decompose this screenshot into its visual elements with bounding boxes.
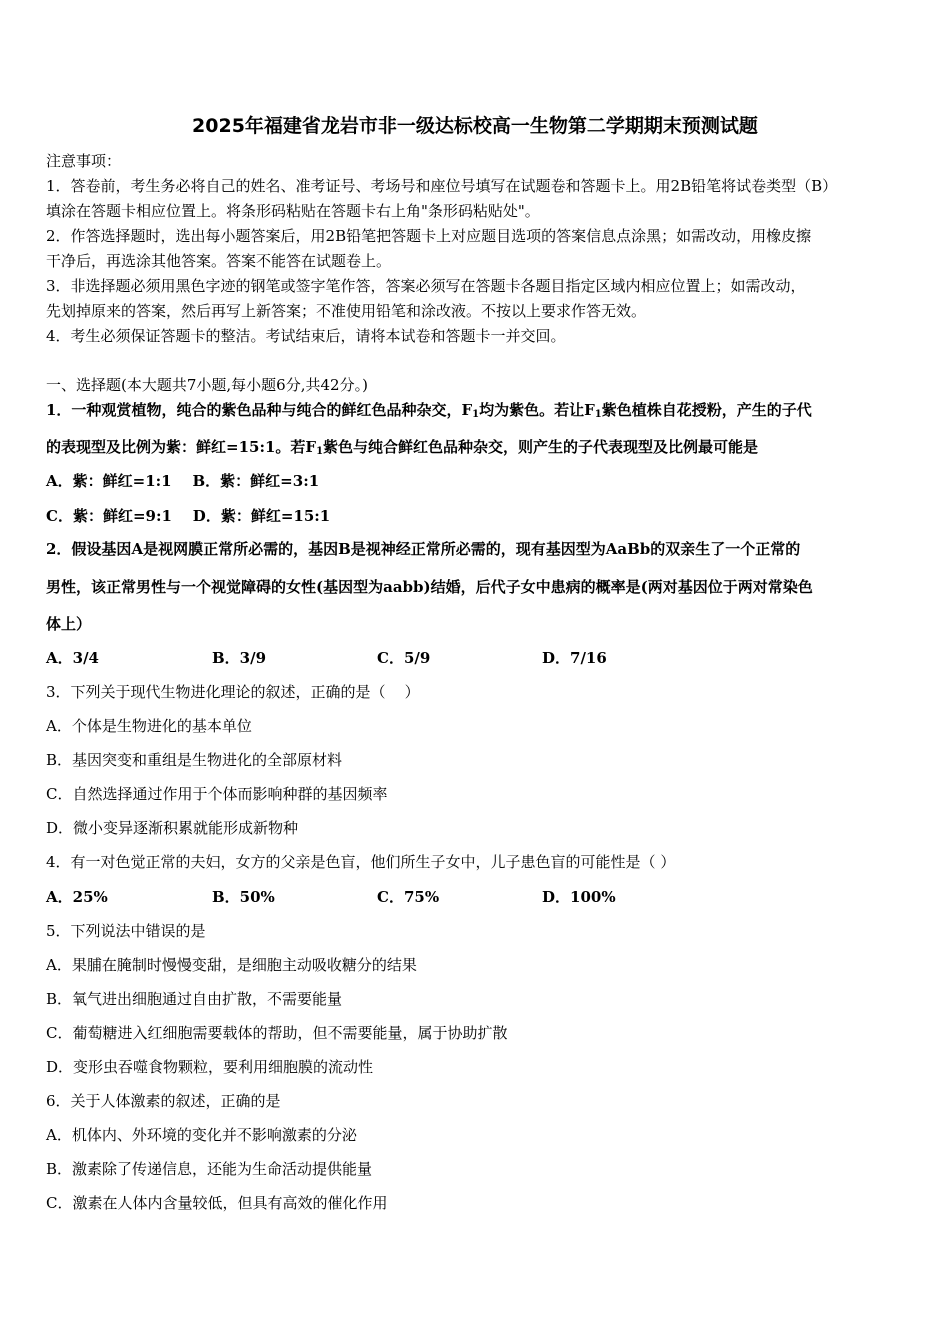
question-2-option-a: A．3/4: [46, 649, 99, 667]
question-6-option-b: B．激素除了传递信息，还能为生命活动提供能量: [46, 1160, 373, 1178]
question-1-stem-cont: [46, 436, 906, 458]
question-5-option-c: C．葡萄糖进入红细胞需要载体的帮助，但不需要能量，属于协助扩散: [46, 1024, 508, 1042]
section-heading: 一、选择题(本大题共7小题,每小题6分,共42分。): [46, 376, 368, 394]
notes-line: 干净后，再选涂其他答案。答案不能答在试题卷上。: [46, 252, 392, 270]
question-5-option-a: A．果脯在腌制时慢慢变甜，是细胞主动吸收糖分的结果: [46, 956, 417, 974]
question-1-options-cd: C．紫：鲜红=9:1 D．紫：鲜红=15:1: [46, 507, 331, 525]
q1-subscript: 1: [472, 409, 480, 420]
question-5-option-d: D．变形虫吞噬食物颗粒，要利用细胞膜的流动性: [46, 1058, 374, 1076]
q1-text: 紫色与纯合鲜红色品种杂交，则产生的子代表现型及比例最可能是: [323, 438, 759, 456]
question-5-option-b: B．氧气进出细胞通过自由扩散，不需要能量: [46, 990, 343, 1008]
notes-line: 4．考生必须保证答题卡的整洁。考试结束后，请将本试卷和答题卡一并交回。: [46, 327, 566, 345]
q1-subscript: 1: [316, 446, 324, 457]
question-3-stem: 3．下列关于现代生物进化理论的叙述，正确的是（ ）: [46, 683, 420, 701]
question-6-option-c: C．激素在人体内含量较低，但具有高效的催化作用: [46, 1194, 388, 1212]
question-3-option-a: A．个体是生物进化的基本单位: [46, 717, 252, 735]
notes-line: 2．作答选择题时，选出每小题答案后，用2B铅笔把答题卡上对应题目选项的答案信息点涂黑；如需改动，用橡皮擦: [46, 227, 812, 245]
notes-line: 1．答卷前，考生务必将自己的姓名、准考证号、考场号和座位号填写在试题卷和答题卡上。用2B铅笔将试卷类型（B）: [46, 177, 838, 195]
exam-title: 2025年福建省龙岩市非一级达标校高一生物第二学期期末预测试题: [192, 115, 758, 137]
question-3-option-c: C．自然选择通过作用于个体而影响种群的基因频率: [46, 785, 388, 803]
question-4-option-d: D．100%: [542, 888, 616, 906]
question-3-option-d: D．微小变异逐渐积累就能形成新物种: [46, 819, 299, 837]
question-2-option-c: C．5/9: [377, 649, 431, 667]
question-4-stem: 4．有一对色觉正常的夫妇，女方的父亲是色盲，他们所生子女中，儿子患色盲的可能性是（ ）: [46, 853, 676, 871]
notes-heading: 注意事项：: [46, 152, 122, 170]
question-4-option-b: B．50%: [212, 888, 275, 906]
q1-text: 1．一种观赏植物，纯合的紫色品种与纯合的鲜红色品种杂交，F: [46, 401, 473, 419]
notes-line: 填涂在答题卡相应位置上。将条形码粘贴在答题卡右上角"条形码粘贴处"。: [46, 202, 540, 220]
q1-text: 紫色植株自花授粉，产生的子代: [601, 401, 812, 419]
question-3-option-b: B．基因突变和重组是生物进化的全部原材料: [46, 751, 343, 769]
question-4-option-c: C．75%: [377, 888, 440, 906]
question-6-option-a: A．机体内、外环境的变化并不影响激素的分泌: [46, 1126, 357, 1144]
question-1-stem: [46, 399, 906, 421]
question-2-option-d: D．7/16: [542, 649, 607, 667]
question-4-option-a: A．25%: [46, 888, 108, 906]
question-2-stem-cont: 体上）: [46, 615, 92, 633]
notes-line: 先划掉原来的答案，然后再写上新答案；不准使用铅笔和涂改液。不按以上要求作答无效。: [46, 302, 647, 320]
q1-text: 的表现型及比例为紫：鲜红=15:1。若F: [46, 438, 317, 456]
question-5-stem: 5．下列说法中错误的是: [46, 922, 206, 940]
question-2-option-b: B．3/9: [212, 649, 267, 667]
q1-text: 均为紫色。若让F: [479, 401, 595, 419]
question-1-options-ab: A．紫：鲜红=1:1 B．紫：鲜红=3:1: [46, 472, 320, 490]
question-6-stem: 6．关于人体激素的叙述，正确的是: [46, 1092, 281, 1110]
question-2-stem: 2．假设基因A是视网膜正常所必需的，基因B是视神经正常所必需的，现有基因型为AaBb的双亲生了一个正常的: [46, 540, 801, 558]
q1-subscript: 1: [594, 409, 602, 420]
notes-line: 3．非选择题必须用黑色字迹的钢笔或签字笔作答，答案必须写在答题卡各题目指定区域内相应位置上；如需改动，: [46, 277, 806, 295]
question-2-stem-cont: 男性，该正常男性与一个视觉障碍的女性(基因型为aabb)结婚，后代子女中患病的概率是(两对基因位于两对常染色: [46, 578, 813, 596]
